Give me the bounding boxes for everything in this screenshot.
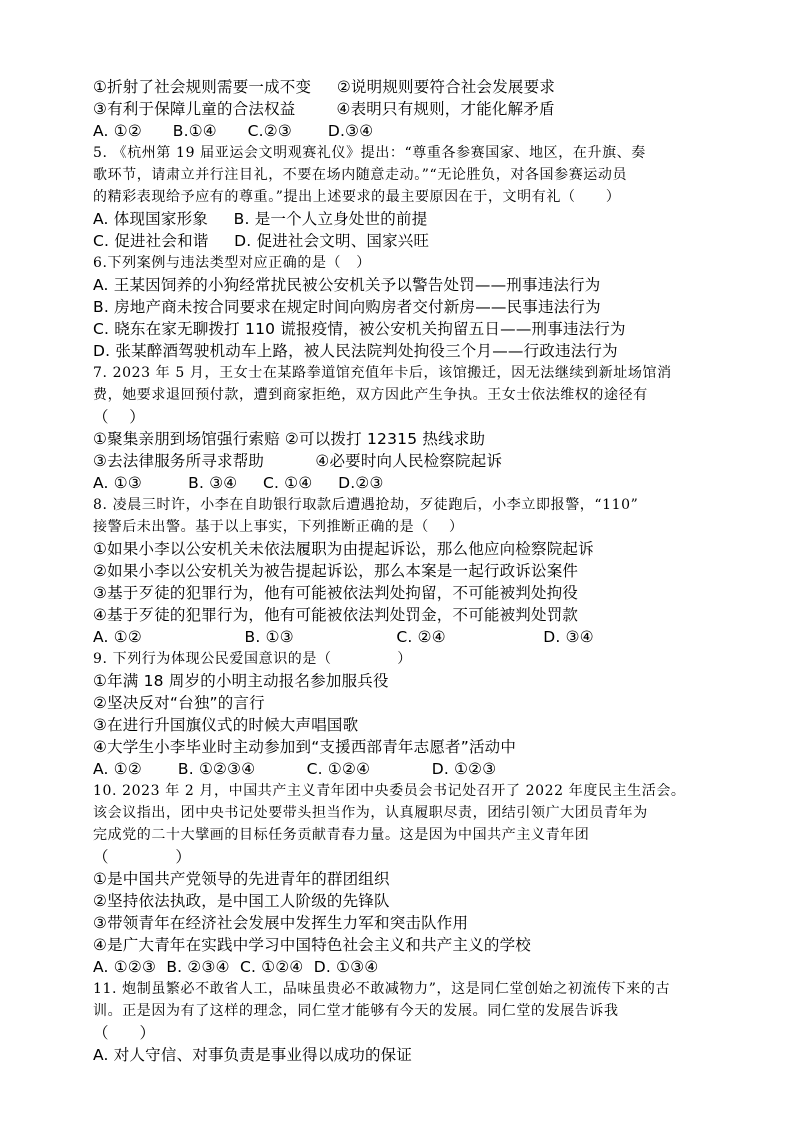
q9-stem: 9. 下列行为体现公民爱国意识的是（ ） [93,651,412,667]
q8-stem-line-2: 接警后未出警。基于以上事实，下列推断正确的是（ ） [93,519,464,535]
q6-stem: 6.下列案例与违法类型对应正确的是（ ） [93,255,371,271]
q6-choice-d: D. 张某醉酒驾驶机动车上路，被人民法院判处拘役三个月——行政违法行为 [93,342,618,360]
q7-options-3-4: ③去法律服务所寻求帮助 ④必要时向人民检察院起诉 [93,452,503,470]
q5-choices-a-b: A. 体现国家形象 B. 是一个人立身处世的前提 [93,210,428,228]
q9-answer-choices: A. ①② B. ①②③④ C. ①②④ D. ①②③ [93,760,497,778]
q5-choices-c-d: C. 促进社会和谐 D. 促进社会文明、国家兴旺 [93,232,430,250]
q10-option-2: ②坚持依法执政，是中国工人阶级的先锋队 [93,892,390,910]
q10-stem-line-3: 完成党的二十大擘画的目标任务贡献青春力量。这是因为中国共产主义青年团 [93,827,590,843]
q10-stem-line-2: 该会议指出，团中央书记处要带头担当作为，认真履职尽责，团结引领广大团员青年为 [93,805,648,821]
q8-option-4: ④基于歹徒的犯罪行为，他有可能被依法判处罚金，不可能被判处罚款 [93,606,579,624]
q8-option-1: ①如果小李以公安机关未依法履职为由提起诉讼，那么他应向检察院起诉 [93,540,594,558]
q10-stem-line-1: 10. 2023 年 2 月，中国共产主义青年团中央委员会书记处召开了 2022 年度民主生活会。 [93,783,686,799]
q7-stem-line-1: 7. 2023 年 5 月，王女士在某路拳道馆充值年卡后，该馆搬迁，因无法继续到新址场馆消 [93,365,672,381]
q4-answer-choices: A. ①② B.①④ C.②③ D.③④ [93,122,374,140]
q8-option-2: ②如果小李以公安机关为被告提起诉讼，那么本案是一起行政诉讼案件 [93,562,579,580]
q11-answer-blank: （ ） [93,1024,156,1042]
q7-options-1-2: ①聚集亲朋到场馆强行索赔 ②可以拨打 12315 热线求助 [93,430,486,448]
q6-choice-b: B. 房地产商未按合同要求在规定时间向购房者交付新房——民事违法行为 [93,298,601,316]
q9-option-2: ②坚决反对“台独”的言行 [93,694,265,712]
q5-stem-line-1: 5. 《杭州第 19 届亚运会文明观赛礼仪》提出：“尊重各参赛国家、地区，在升旗、奏 [93,145,646,161]
q11-stem-line-1: 11. 炮制虽繁必不敢省人工，品味虽贵必不敢减物力”，这是同仁堂创始之初流传下来的古 [93,981,671,997]
q4-options-1-2: ①折射了社会规则需要一成不变 ②说明规则要符合社会发展要求 [93,78,556,96]
q8-option-3: ③基于歹徒的犯罪行为，他有可能被依法判处拘留，不可能被判处拘役 [93,584,579,602]
q8-stem-line-1: 8. 凌晨三时许，小李在自助银行取款后遭遇抢劫，歹徒跑后，小李立即报警，“110” [93,497,639,513]
q6-choice-c: C. 晓东在家无聊拨打 110 谎报疫情，被公安机关拘留五日——刑事违法行为 [93,320,626,338]
q6-choice-a: A. 王某因饲养的小狗经常扰民被公安机关予以警告处罚——刑事违法行为 [93,276,601,294]
q11-stem-line-2: 训。正是因为有了这样的理念，同仁堂才能够有今天的发展。同仁堂的发展告诉我 [93,1003,619,1019]
q10-option-1: ①是中国共产党领导的先进青年的群团组织 [93,870,390,888]
q7-answer-choices: A. ①③ B. ③④ C. ①④ D.②③ [93,474,384,492]
q10-option-3: ③带领青年在经济社会发展中发挥生力军和突击队作用 [93,914,469,932]
q10-option-4: ④是广大青年在实践中学习中国特色社会主义和共产主义的学校 [93,936,531,954]
q5-stem-line-3: 的精彩表现给予应有的尊重。”提出上述要求的最主要原因在于，文明有礼（ ） [93,189,621,205]
q7-answer-blank: （ ） [93,408,145,426]
q10-answer-choices: A. ①②③ B. ②③④ C. ①②④ D. ①③④ [93,958,379,976]
q9-option-3: ③在进行升国旗仪式的时候大声唱国歌 [93,716,359,734]
q5-stem-line-2: 歌环节，请肃立并行注目礼，不要在场内随意走动。”“无论胜负，对各国参赛运动员 [93,167,628,183]
q9-option-4: ④大学生小李毕业时主动参加到“支援西部青年志愿者”活动中 [93,738,517,756]
q7-stem-line-2: 费，她要求退回预付款，遭到商家拒绝，双方因此产生争执。王女士依法维权的途径有 [93,387,648,403]
q10-answer-blank: （ ） [93,848,192,866]
q9-option-1: ①年满 18 周岁的小明主动报名参加服兵役 [93,672,389,690]
q8-answer-choices: A. ①② B. ①③ C. ②④ D. ③④ [93,628,594,646]
q4-options-3-4: ③有利于保障儿童的合法权益 ④表明只有规则，才能化解矛盾 [93,100,555,118]
q11-choice-a: A. 对人守信、对事负责是事业得以成功的保证 [93,1046,413,1064]
